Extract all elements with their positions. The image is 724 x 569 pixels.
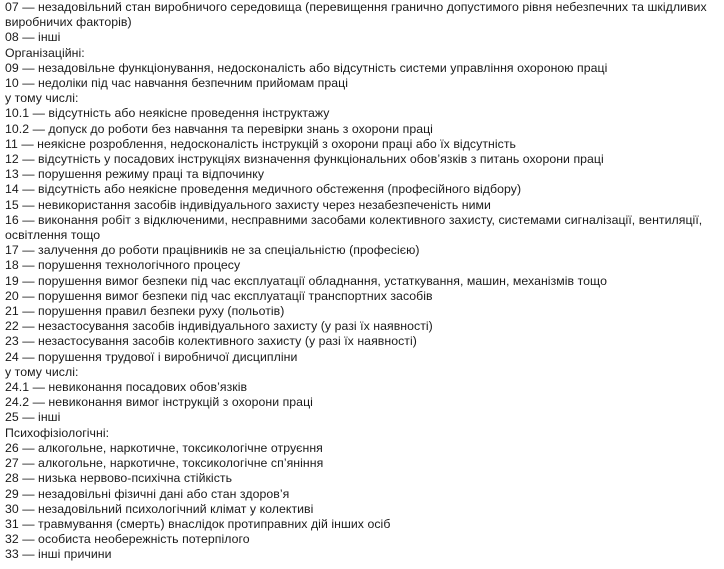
list-item: 26 — алкогольне, наркотичне, токсикологічне отруєння (5, 440, 323, 455)
list-item: 21 — порушення правил безпеки руху (польотів) (5, 304, 285, 319)
list-item: 24.1 — невиконання посадових обов’язків (5, 380, 248, 395)
list-item: 10 — недоліки під час навчання безпечним прийомам праці (5, 76, 349, 91)
list-item: 31 — травмування (смерть) внаслідок протиправних дій інших осіб (5, 516, 391, 531)
list-item: 27 — алкогольне, наркотичне, токсикологічне сп’яніння (5, 456, 324, 471)
list-item: 17 — залучення до роботи працівників не за спеціальністю (професією) (5, 243, 420, 258)
list-item: 10.2 — допуск до роботи без навчання та перевірки знань з охорони праці (5, 121, 433, 136)
section-heading: Психофізіологічні: (5, 425, 110, 440)
list-item: 10.1 — відсутність або неякісне проведення інструктажу (5, 106, 330, 121)
list-item: 16 — виконання робіт з відключеними, несправними засобами колективного захисту, системами сигналізації, вентиляції, освітлення тощо (5, 212, 703, 243)
list-item: 11 — неякісне розроблення, недосконалість інструкцій з охорони праці або їх відсутність (5, 136, 516, 151)
subsection-note: у тому числі: (5, 364, 79, 379)
list-item: 33 — інші причини (5, 547, 112, 562)
list-item: 08 — інші (5, 30, 61, 45)
list-item: 15 — невикористання засобів індивідуального захисту через незабезпеченість ними (5, 197, 491, 212)
list-item: 14 — відсутність або неякісне проведення медичного обстеження (професійного відбору) (5, 182, 522, 197)
list-item: 22 — незастосування засобів індивідуального захисту (у разі їх наявності) (5, 319, 433, 334)
list-item: 18 — порушення технологічного процесу (5, 258, 241, 273)
list-item: 28 — низька нервово-психічна стійкість (5, 471, 233, 486)
section-heading: Організаційні: (5, 45, 85, 60)
list-item: 23 — незастосування засобів колективного захисту (у разі їх наявності) (5, 334, 417, 349)
list-item: 20 — порушення вимог безпеки під час експлуатації транспортних засобів (5, 288, 433, 303)
list-item: 19 — порушення вимог безпеки під час експлуатації обладнання, устаткування, машин, механізмів тощо (5, 273, 607, 288)
list-item: 24.2 — невиконання вимог інструкцій з охорони праці (5, 395, 313, 410)
list-item: 24 — порушення трудової і виробничої дисципліни (5, 349, 298, 364)
subsection-note: у тому числі: (5, 91, 79, 106)
list-item: 25 — інші (5, 410, 61, 425)
list-item: 30 — незадовільний психологічний клімат у колективі (5, 501, 314, 516)
list-item: 12 — відсутність у посадових інструкціях визначення функціональних обов’язків з питань охорони праці (5, 152, 604, 167)
list-item: 32 — особиста необережність потерпілого (5, 532, 250, 547)
list-item: 13 — порушення режиму праці та відпочинку (5, 167, 265, 182)
list-item: 07 — незадовільний стан виробничого середовища (перевищення гранично допустимого рівня небезпечних та шкідливих виробничих факторів) (5, 0, 707, 30)
list-item: 29 — незадовільні фізичні дані або стан здоров’я (5, 486, 290, 501)
list-item: 09 — незадовільне функціонування, недосконалість або відсутність системи управління охороною праці (5, 60, 608, 75)
